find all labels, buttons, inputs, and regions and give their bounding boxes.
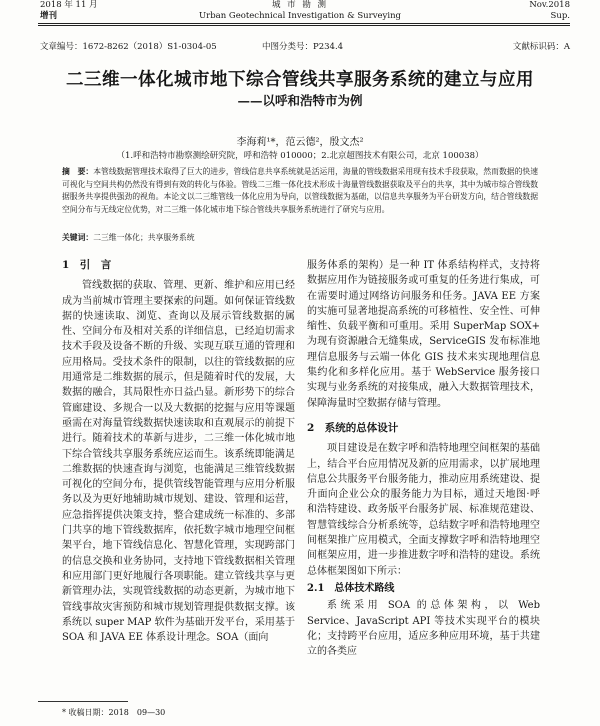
abstract [62,166,538,216]
section-2-body: 项目建设是在数字呼和浩特地理空间框架的基础上，结合平台应用情况及新的应用需求，以扩展地理信息公共服务平台服务能力，推动应用系统建设、提升面向企业公众的服务能力为目标，通过天地图·呼和浩特建设、政务版平台服务扩展、标准规范建设、智慧管线综合分析系统等，总结数字呼和浩特地理空间框架推广应用模式，全面支撑数字呼和浩特地理空间框架应用，进一步推进数字呼和浩特的建设。系统总体框架图如下所示： [307,443,540,577]
header-journal-cn: 城 市 勘 测 [271,0,329,10]
header-supp-en: Sup. [550,11,570,21]
affiliations: （1.呼和浩特市勘察测绘研究院，呼和浩特 010000；2.北京超图技术有限公司，北京 100038） [116,151,484,161]
running-header-right [529,0,570,22]
received-date-footnote: * 收稿日期：2018 09—30 [62,708,166,717]
footnote-rule [38,701,128,702]
section-2-heading: 2 系统的总体设计 [307,421,399,434]
keywords-label: 关键词： [62,233,94,242]
running-header-center [0,0,600,22]
paper-subtitle: ——以呼和浩特市为例 [237,93,363,108]
article-id: 文章编号：1672-8262（2018）S1-0304-05 [40,42,217,52]
abstract-text: 本管线数据管理技术取得了巨大的进步，管线信息共享系统就是活运用，海量的管线数据采用现有技术手段获取，然而数据的快速可视化与空间共构仍然没有得到有效的转化与体验。管线二三维一体化技术形成十海量管线数据获取及平台的共享，其中为城市综合管线数据服务共享提供强劲的视角。本论文以二三维管线一体化应用为导向，以管线数据为基础，以信息共享服务为平台研发方向，结合管线数据空间分布与无线定位优势，对二三维一体化城市地下综合管线共享服务系统进行了研究与应用。 [62,167,538,214]
author-list: 李海莉¹*，范云德²，殷文杰² [236,137,364,148]
right-column-para-1: 服务体系的架构）是一种 IT 体系结构样式，支持将数据应用作为链接服务或可重复的任务进行集成，可在需要时通过网络访问服务和任务。JAVA EE 方案的实施可显著地提高系统的可移植性、安全性、可伸缩性、负载平衡和可重用。采用 SuperMap SOX+ 为现有资源融合无缝集成，ServiceGIS 发布标准地理信息服务与云端一体化 GIS 技术来实现地理信息集约化和多样化应用。基于 WebService 服务接口实现与业务系统的对接集成，融入大数据管理技术，保障海量时空数据存储与管理。 [307,260,540,409]
header-journal-en: Urban Geotechnical Investigation & Surveying [199,11,401,21]
paper-title: 二三维一体化城市地下综合管线共享服务系统的建立与应用 [66,70,534,90]
clc-number: 中图分类号：P234.4 [262,42,344,52]
subsection-2-1-body: 系统采用 SOA 的总体架构，以 Web Service、JavaScript API 等技术实现平台的模块化；支持跨平台应用，适应多种应用环境，基于共建立的各类应 [307,600,540,658]
header-issue-label: 增刊 [40,11,58,21]
section-1-heading: 1 引 言 [62,259,112,271]
left-column [62,258,295,645]
subsection-2-1-heading: 2.1 总体技术路线 [307,582,395,594]
keywords [62,232,538,243]
section-1-body: 管线数据的获取、管理、更新、维护和应用已经成为当前城市管理主要探索的问题。如何保证管线数据的快速读取、浏览、查询以及展示管线数据的属性、空间分布及相对关系的详细信息，已经迫切需求技术手段及设备不断的升级、实现互联互通的管理和应用格局。受技术条件的限制，以往的管线数据的应用通常是二维数据的展示，但是随着时代的发展，大数据的融合，其局限性亦日益凸显。新形势下的综合管廊建设、多规合一以及大数据的挖掘与应用等课题亟需在对海量管线数据快速读取和直观展示的前提下进行。随着技术的革新与进步，二三维一体化城市地下综合管线共享服务系统应运而生。该系统即能满足二维数据的快速查询与浏览，也能满足三维管线数据可视化的空间分布，提供管线智能管理与应用分析服务以及为更好地辅助城市规划、建设、管理和运营，应急指挥提供决策支持，整合建成统一标准的、多部门共享的地下管线数据库，依托数字城市地理空间框架平台，地下管线信息化、智慧化管理，实现跨部门的信息交换和业务协同，支持地下管线数据相关管理和应用部门更好地履行各项职能。建立管线共享与更新管理办法，实现管线数据的动态更新，为城市地下管线事故灾害预防和城市规划管理提供数据支撑。该系统以 super MAP 软件为基础开发平台，采用基于 SOA 和 JAVA EE 体系设计理念。SOA（面向 [62,280,295,644]
document-code: 文献标识码：A [512,42,570,52]
header-year-issue: 2018 年 11 月 [40,0,98,10]
header-rule [38,23,570,24]
right-column [307,258,540,659]
header-month-en: Nov.2018 [529,0,570,10]
abstract-label: 摘 要： [62,167,94,176]
header-rule-thin [38,25,570,26]
keywords-text: 二三维一体化；共享服务系统 [93,233,195,242]
